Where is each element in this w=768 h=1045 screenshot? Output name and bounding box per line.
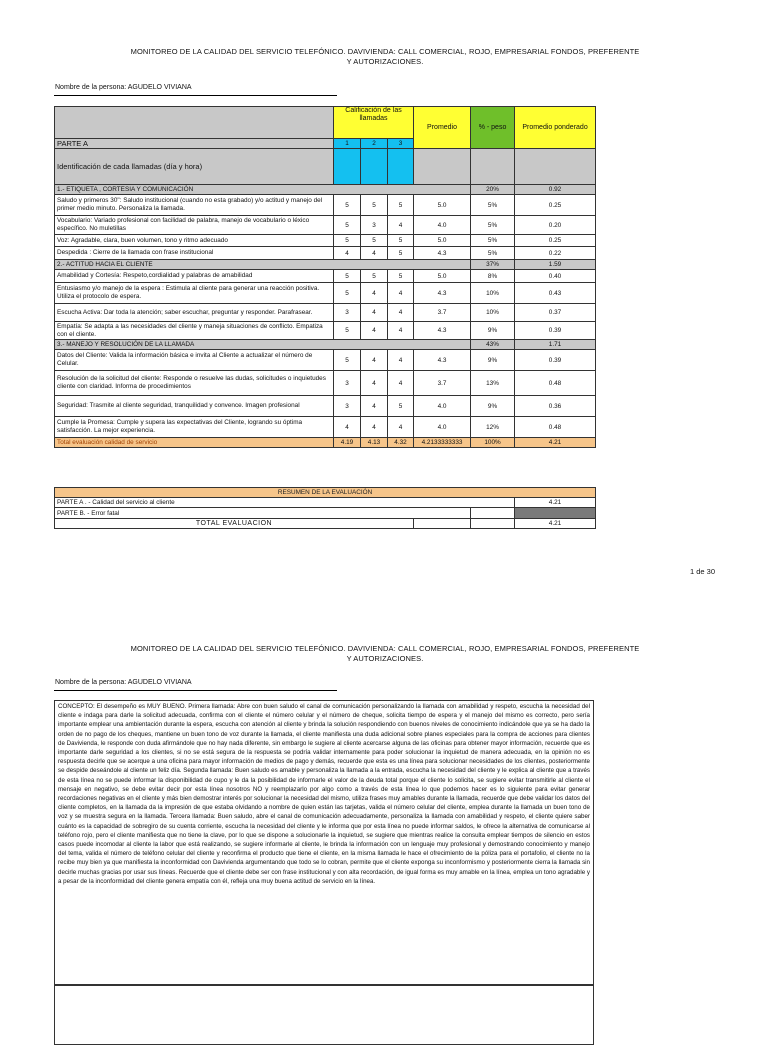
criterion-label: Voz: Agradable, clara, buen volumen, tono y ritmo adecuado [55,235,334,247]
score-peso: 5% [471,216,515,235]
score-call-2: 5 [361,235,388,247]
score-peso: 12% [471,417,515,438]
total-label: Total evaluación calidad de servicio [55,438,334,448]
blank-cell [471,508,515,519]
score-call-1: 5 [334,270,361,283]
report-title-line2: Y AUTORIZACIONES. [346,57,424,66]
total-peso: 100% [471,438,515,448]
score-call-3: 4 [388,283,414,304]
blank-cell [515,149,596,185]
score-call-2: 4 [361,396,388,417]
score-promedio: 5.0 [414,195,471,216]
summary-parte-b-label: PARTE B. - Error fatal [55,508,471,519]
section-ponderado: 0.92 [515,185,596,195]
score-promedio: 4.3 [414,283,471,304]
score-call-2: 5 [361,195,388,216]
report-title [40,47,730,67]
score-peso: 5% [471,195,515,216]
header-peso: % - peso [471,107,515,149]
score-promedio: 4.0 [414,417,471,438]
section-header [55,185,596,195]
score-promedio: 4.0 [414,396,471,417]
person-underline [54,95,337,96]
header-call-2: 2 [361,139,388,149]
summary-title: RESUMEN DE LA EVALUACIÓN [55,488,596,498]
score-call-2: 5 [361,270,388,283]
criterion-label: Entusiasmo y/o manejo de la espera : Estimula al cliente para generar una reacción positiva. Utiliza el protocolo de espera. [55,283,334,304]
table-row [55,371,596,396]
score-call-3: 5 [388,396,414,417]
score-call-3: 5 [388,195,414,216]
criterion-label: Empatía: Se adapta a las necesidades del cliente y maneja situaciones de conflicto. Empatiza con el cliente. [55,322,334,340]
blank-cell [471,149,515,185]
score-call-3: 5 [388,270,414,283]
score-ponderado: 0.39 [515,322,596,340]
score-ponderado: 0.37 [515,304,596,322]
score-call-2: 4 [361,417,388,438]
score-promedio: 4.3 [414,247,471,260]
score-call-1: 3 [334,371,361,396]
header-identificacion: Identificación de cada llamadas (día y hora) [55,149,334,185]
summary-total-label: TOTAL EVALUACION [55,519,414,529]
score-call-1: 3 [334,396,361,417]
section-header [55,260,596,270]
table-row [55,417,596,438]
total-call-1: 4.19 [334,438,361,448]
section-header [55,340,596,350]
score-call-3: 4 [388,417,414,438]
score-promedio: 3.7 [414,304,471,322]
score-ponderado: 0.22 [515,247,596,260]
score-peso: 10% [471,283,515,304]
score-call-1: 5 [334,235,361,247]
report-title-line1: MONITOREO DE LA CALIDAD DEL SERVICIO TELEFÓNICO. DAVIVIENDA: CALL COMERCIAL, ROJO, EMPRESARIAL FONDOS, PREFERENTE [130,47,640,56]
table-row [55,350,596,371]
summary-table [54,487,596,529]
summary-parte-a-label: PARTE A . - Calidad del servicio al cliente [55,498,515,508]
section-peso: 20% [471,185,515,195]
score-call-3: 4 [388,216,414,235]
score-peso: 9% [471,350,515,371]
score-call-1: 4 [334,247,361,260]
criterion-label: Datos del Cliente: Valida la información básica e invita al Cliente a actualizar el número de Celular. [55,350,334,371]
summary-parte-b-value [515,508,596,519]
concept-text: CONCEPTO: El desempeño es MUY BUENO. Primera llamada: Abre con buen saludo el canal de comunicación personalizando la llamada con amabilidad y respeto, escucha la necesidad del cliente e indaga para darle la solicitud adecuada, confirma con el cliente el número celular y el número de cheque, solicita tiempo de espera y el manejo del mismo es correcto, pero sería importante emplear una ambientación durante la espera, escucha con atención al cliente y brinda la solución respondiendo con buenos niveles de conocimiento indicándole que ya se ha dado la orden de no pago de los cheques, mantiene un buen tono de voz durante la llamada, el cliente manifiesta una duda adicional sobre planes especiales para la compra de acciones para clientes de Davivienda, le responde con duda afirmándole que no hay nada diferente, sin embargo le sugiere al cliente acercarse alguna de las oficinas para obtener mayor información, recuerde que es importante darle seguridad a los clientes, si no se está segura de la respuesta se podría validar internamente para poder solucionar la inquietud de manera adecuada, en la opinión no es respuesta decirle que se acerque a una oficina para mayor información de medios de pago y demás, recuerde que esta es una línea para solucionar necesidades de los clientes, posteriormente se despide deseándole al cliente un feliz día. Segunda llamada: Buen saludo es amable y personaliza la llamada a la entrada, escucha la necesidad del cliente y le explica al cliente que a través de esta línea no se puede informar la disponibilidad de cupo y le da la posibilidad de informarle el valor de la deuda total porque el cliente lo solicita, se sugiere evitar transmitirle al cliente el mensaje en negativo, se debe evitar decir por esta línea nosotros NO y reemplazarlo por algo como a través de esta línea lo que podemos hacer es lo siguiente para evitar generar recordaciones negativas en el cliente y más bien demostrar interés por solucionar la necesidad del mismo, utiliza frases muy amables durante la llamada, recuerde que debe validar los datos del cliente completos, en la llamada da la impresión de que estaba olvidando a nombre de quien están las tarjetas, valida el número celular del cliente, emplea durante la llamada un buen tono de voz y se muestra segura en la llamada. Tercera llamada: Buen saludo, abre el canal de comunicación adecuadamente, personaliza la llamada con amabilidad y respeto, el cliente quiere saber cuánto es la capacidad de sobregiro de su cuenta corriente, escucha la necesidad del cliente y le informa que por esta línea no puede informar saldos, le ofrece la alternativa de comunicarse al teléfono rojo, pero el cliente manifiesta que no tiene la clave, por lo que se dispone a solucionarle la inquietud, se sugiere que mientras realice la consulta emplear tiempos de silencio en estos casos puede incomodar al cliente la labor que está realizando, se sugiere informarle al cliente, le brinda la información con un lenguaje muy profesional y demostrando conocimiento y manejo del tema, valida el número de teléfono celular del cliente y reconfirma el producto que tiene el cliente, en la misma llamada le hace el ofrecimiento de la póliza para el portafolio, el cliente no la recibe muy bien ya que manifiesta la inconformidad con Davivienda argumentando que todo se lo cobran, permite que el cliente exponga su inconformismo y posteriormente cierra la llamada sin decirle muchas gracias por usar sus líneas. Recuerde que el cliente debe ser con frase institucional y con alta recordación, de igual forma es muy amable en la línea, emplea un tono agradable y a pesar de la inconformidad del cliente genera empatía con él, refleja una muy buena actitud de servicio en la línea. [54,700,594,985]
criterion-label: Saludo y primeros 30": Saludo institucional (cuando no esta grabado) y/o actitud y manejo del primer medio minuto. Personaliza la llamada. [55,195,334,216]
score-call-1: 5 [334,216,361,235]
summary-parte-a-value: 4.21 [515,498,596,508]
score-peso: 10% [471,304,515,322]
blank-cell [414,149,471,185]
score-ponderado: 0.25 [515,235,596,247]
section-ponderado: 1.59 [515,260,596,270]
call-id-1 [334,149,361,185]
report-title-line1: MONITOREO DE LA CALIDAD DEL SERVICIO TELEFÓNICO. DAVIVIENDA: CALL COMERCIAL, ROJO, EMPRESARIAL FONDOS, PREFERENTE [130,644,640,653]
criterion-label: Resolución de la solicitud del cliente: Responde o resuelve las dudas, solicitudes o inquietudes cliente con claridad. Informa de procedimientos [55,371,334,396]
header-parte-a: PARTE A [55,139,334,149]
score-call-2: 4 [361,371,388,396]
summary-total-value: 4.21 [515,519,596,529]
score-call-1: 5 [334,322,361,340]
header-promedio: Promedio [414,107,471,149]
call-id-2 [361,149,388,185]
header-blank [55,107,334,139]
score-call-2: 4 [361,247,388,260]
score-call-3: 4 [388,322,414,340]
criterion-label: Escucha Activa: Dar toda la atención; saber escuchar, preguntar y responder. Parafrasear. [55,304,334,322]
score-call-3: 5 [388,235,414,247]
table-row [55,270,596,283]
score-promedio: 5.0 [414,270,471,283]
score-promedio: 4.3 [414,322,471,340]
score-promedio: 3.7 [414,371,471,396]
score-call-2: 3 [361,216,388,235]
score-ponderado: 0.39 [515,350,596,371]
score-call-3: 4 [388,371,414,396]
section-title: 2.- ACTITUD HACIA EL CLIENTE [55,260,471,270]
header-calificacion: Calificación de las llamadas [334,107,414,139]
score-ponderado: 0.40 [515,270,596,283]
criterion-label: Cumple la Promesa: Cumple y supera las expectativas del Cliente, logrando su óptima satisfacción. La mejor experiencia. [55,417,334,438]
report-title-page2 [40,644,730,664]
score-ponderado: 0.36 [515,396,596,417]
score-call-2: 4 [361,350,388,371]
header-ponderado: Promedio ponderado [515,107,596,149]
blank-box [54,985,594,1045]
score-promedio: 4.0 [414,216,471,235]
score-ponderado: 0.48 [515,371,596,396]
score-ponderado: 0.43 [515,283,596,304]
score-call-1: 5 [334,350,361,371]
score-promedio: 5.0 [414,235,471,247]
criterion-label: Amabilidad y Cortesía: Respeto,cordialidad y palabras de amabilidad [55,270,334,283]
score-call-1: 3 [334,304,361,322]
score-peso: 9% [471,322,515,340]
criterion-label: Vocabulario: Variado profesional con facilidad de palabra, manejo de vocabulario o léxico específico. No muletillas [55,216,334,235]
blank-cell [414,519,471,529]
score-call-1: 4 [334,417,361,438]
score-peso: 8% [471,270,515,283]
total-call-2: 4.13 [361,438,388,448]
blank-cell [471,519,515,529]
table-row [55,304,596,322]
score-ponderado: 0.25 [515,195,596,216]
criterion-label: Despedida : Cierre de la llamada con frase institucional [55,247,334,260]
table-row [55,283,596,304]
score-call-1: 5 [334,195,361,216]
score-ponderado: 0.48 [515,417,596,438]
page-number: 1 de 30 [690,567,716,576]
score-peso: 9% [471,396,515,417]
criterion-label: Seguridad: Trasmite al cliente seguridad, tranquilidad y convence. Imagen profesional [55,396,334,417]
section-peso: 43% [471,340,515,350]
table-row [55,235,596,247]
score-call-2: 4 [361,304,388,322]
header-call-1: 1 [334,139,361,149]
score-peso: 5% [471,235,515,247]
table-row [55,322,596,340]
score-call-3: 4 [388,350,414,371]
table-row [55,396,596,417]
score-ponderado: 0.20 [515,216,596,235]
section-peso: 37% [471,260,515,270]
total-call-3: 4.32 [388,438,414,448]
section-ponderado: 1.71 [515,340,596,350]
total-ponderado: 4.21 [515,438,596,448]
score-peso: 13% [471,371,515,396]
person-name: Nombre de la persona: AGUDELO VIVIANA [55,84,192,91]
total-promedio: 4.2133333333 [414,438,471,448]
header-call-3: 3 [388,139,414,149]
score-promedio: 4.3 [414,350,471,371]
score-call-1: 5 [334,283,361,304]
table-row [55,216,596,235]
score-call-3: 4 [388,304,414,322]
person-underline [54,690,337,691]
score-call-3: 5 [388,247,414,260]
evaluation-table [54,106,596,448]
section-title: 3.- MANEJO Y RESOLUCIÓN DE LA LLAMADA [55,340,471,350]
report-title-line2: Y AUTORIZACIONES. [346,654,424,663]
score-peso: 5% [471,247,515,260]
section-title: 1.- ETIQUETA , CORTESIA Y COMUNICACIÓN [55,185,471,195]
person-name-page2: Nombre de la persona: AGUDELO VIVIANA [55,679,192,686]
table-row [55,247,596,260]
score-call-2: 4 [361,283,388,304]
score-call-2: 4 [361,322,388,340]
table-row [55,195,596,216]
call-id-3 [388,149,414,185]
